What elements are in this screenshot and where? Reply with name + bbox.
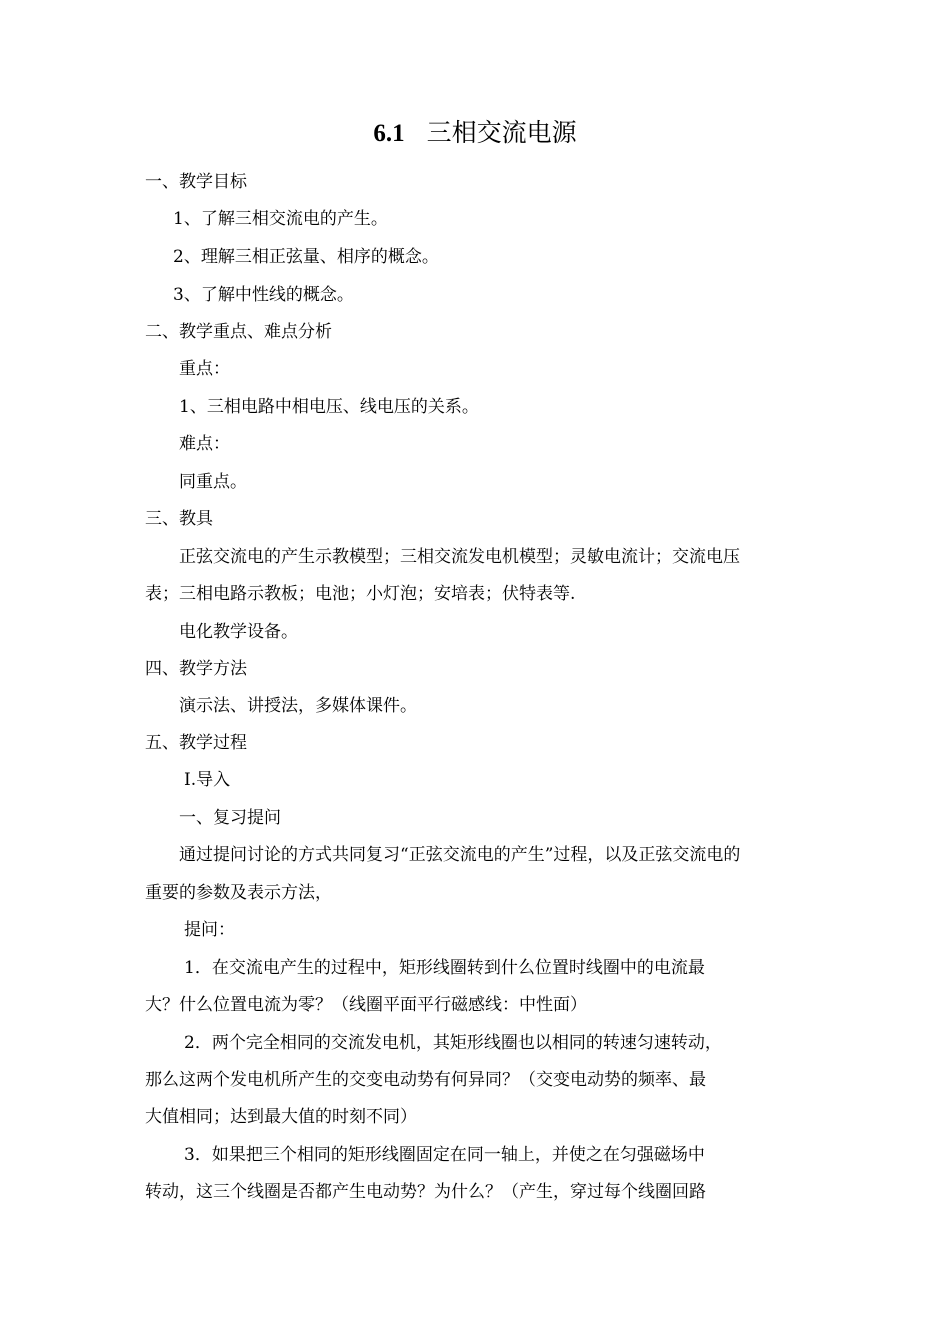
question-2-line-3: 大值相同；达到最大值的时刻不同） <box>145 1107 417 1127</box>
questions-label: 提问： <box>184 920 235 940</box>
teaching-aids-line-2: 表；三相电路示教板；电池；小灯泡；安培表；伏特表等. <box>145 584 576 604</box>
teaching-aids-line-3: 电化教学设备。 <box>179 622 298 642</box>
objective-2: 2、理解三相正弦量、相序的概念。 <box>173 247 439 267</box>
review-paragraph-line-1: 通过提问讨论的方式共同复习“正弦交流电的产生”过程，以及正弦交流电的 <box>179 845 741 865</box>
question-3-line-1: 3．如果把三个相同的矩形线圈固定在同一轴上，并使之在匀强磁场中 <box>184 1145 705 1165</box>
heading-teaching-aids: 三、教具 <box>145 509 213 529</box>
objective-1: 1、了解三相交流电的产生。 <box>173 209 388 229</box>
heading-teaching-process: 五、教学过程 <box>145 733 247 753</box>
question-2-line-2: 那么这两个发电机所产生的交变电动势有何异同？（交变电动势的频率、最 <box>145 1070 706 1090</box>
heading-teaching-methods: 四、教学方法 <box>145 659 247 679</box>
key-point-1: 1、三相电路中相电压、线电压的关系。 <box>179 397 479 417</box>
key-point-label: 重点： <box>179 359 230 379</box>
difficulty-label: 难点： <box>179 434 230 454</box>
difficulty-text: 同重点。 <box>179 472 247 492</box>
heading-teaching-objectives: 一、教学目标 <box>145 172 247 192</box>
page-title <box>0 115 950 152</box>
question-1-line-1: 1．在交流电产生的过程中，矩形线圈转到什么位置时线圈中的电流最 <box>184 958 705 978</box>
question-3-line-2: 转动，这三个线圈是否都产生电动势？为什么？（产生，穿过每个线圈回路 <box>145 1182 706 1202</box>
review-paragraph-line-2: 重要的参数及表示方法， <box>145 883 332 903</box>
teaching-methods-text: 演示法、讲授法，多媒体课件。 <box>179 696 417 716</box>
objective-3: 3、了解中性线的概念。 <box>173 285 354 305</box>
subheading-review-questions: 一、复习提问 <box>179 808 281 828</box>
section-title: 三相交流电源 <box>426 118 577 147</box>
heading-key-points: 二、教学重点、难点分析 <box>145 322 332 342</box>
teaching-aids-line-1: 正弦交流电的产生示教模型；三相交流发电机模型；灵敏电流计；交流电压 <box>179 547 740 567</box>
question-1-line-2: 大？什么位置电流为零？（线圈平面平行磁感线：中性面） <box>145 995 587 1015</box>
question-2-line-1: 2．两个完全相同的交流发电机，其矩形线圈也以相同的转速匀速转动， <box>184 1033 722 1053</box>
subheading-introduction: Ⅰ.导入 <box>184 770 231 790</box>
section-number: 6.1 <box>373 120 405 147</box>
